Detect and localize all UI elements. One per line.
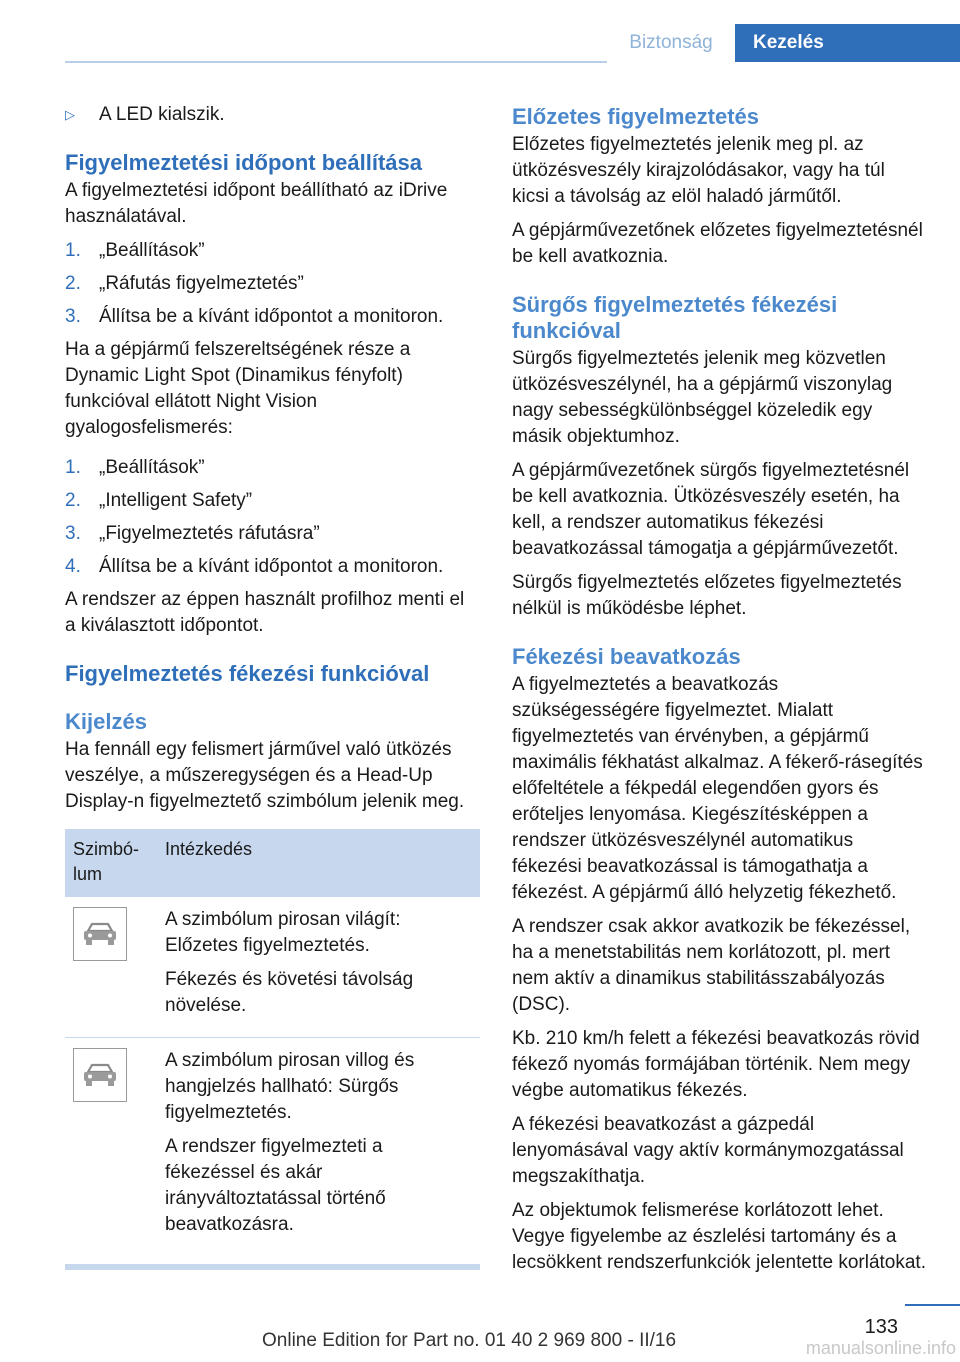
- list-item: [65, 554, 480, 580]
- action-text: A rendszer figyelmezteti a fékezéssel és akár irányváltoztatással történő beavatkozásra.: [165, 1136, 386, 1235]
- paragraph: Előzetes figyelmeztetés jelenik meg pl. az ütközésveszély kirajzolódásakor, vagy ha túl kicsi a távolság az elöl haladó járműtől.: [512, 134, 885, 207]
- paragraph: A figyelmeztetés a beavatkozás szükségességére figyelmeztet. Mialatt figyelmeztetés van érvényben, a gépjármű maximális fékhatást alkalmaz. A fékerő-rásegítés előfeltétele a fékpedál elegendően gyors és erőteljes lenyomása. Kiegészítésképpen a rendszer ütközésveszélynél automatikus fékezési beavatkozással is támogathatja a fékezést. A gépjármű álló helyzetig fékezhető.: [512, 674, 923, 903]
- list-number: 4.: [65, 556, 81, 577]
- heading-brake-warning: Figyelmeztetés fékezési funkcióval: [65, 661, 430, 686]
- action-text: A szimbólum pirosan villog és hangjelzés hallható: Sürgős figyelmeztetés.: [165, 1050, 415, 1123]
- car-warning-icon: [73, 907, 127, 961]
- action-text: A szimbólum pirosan világít: Előzetes figyelmeztetés.: [165, 909, 401, 956]
- paragraph: A gépjárművezetőnek előzetes figyelmeztetésnél be kell avatkoznia.: [512, 220, 923, 267]
- list-text: Állítsa be a kívánt időpontot a monitoron.: [99, 306, 444, 327]
- footer-rule: [905, 1304, 960, 1306]
- list-text: „Intelligent Safety”: [99, 490, 253, 511]
- list-number: 2.: [65, 490, 81, 511]
- list-number: 3.: [65, 523, 81, 544]
- list-item: [65, 238, 480, 264]
- list-item: [65, 488, 480, 514]
- car-warning-icon: [73, 1048, 127, 1102]
- paragraph: A rendszer csak akkor avatkozik be fékezéssel, ha a menetstabilitás nem korlátozott, pl. mert nem aktív a dinamikus stabilitásszabályozás (DSC).: [512, 916, 911, 1015]
- heading-urgent-warning: Sürgős figyelmeztetés fékezési funkcióval: [512, 292, 838, 343]
- paragraph: Ha fennáll egy felismert járművel való ütközés veszélye, a műszeregységen és a Head-Up Display-n figyelmeztető szimbólum jelenik meg.: [65, 739, 465, 812]
- symbol-cell: [65, 897, 157, 1038]
- list-text: „Beállítások”: [99, 240, 205, 261]
- list-item: [65, 304, 480, 330]
- steps-list-1: [65, 238, 480, 330]
- symbol-cell: [65, 1038, 157, 1268]
- page-header: [0, 0, 960, 62]
- list-item: [65, 455, 480, 481]
- right-column: [512, 96, 927, 1284]
- column-header-symbol: Szimbó-lum: [65, 829, 157, 897]
- paragraph: A gépjárművezetőnek sürgős figyelmeztetésnél be kell avatkoznia. Ütközésveszély esetén, ha kell, a rendszer automatikus fékezési beavatkozással támogatja a gépjárművezetőt.: [512, 460, 910, 559]
- list-text: Állítsa be a kívánt időpontot a monitoron.: [99, 556, 444, 577]
- list-item: [65, 521, 480, 547]
- paragraph: A fékezési beavatkozást a gázpedál lenyomásával vagy aktív kormánymozgatással megszakíthatja.: [512, 1114, 904, 1187]
- list-number: 2.: [65, 273, 81, 294]
- edition-note: Online Edition for Part no. 01 40 2 969 800 - II/16: [262, 1330, 677, 1351]
- symbol-table: [65, 829, 480, 1270]
- tab-kezeles[interactable]: Kezelés: [735, 24, 960, 62]
- table-row: [65, 897, 480, 1038]
- page-number: 133: [864, 1316, 898, 1338]
- paragraph: Sürgős figyelmeztetés előzetes figyelmeztetés nélkül is működésbe léphet.: [512, 572, 902, 619]
- tab-biztonsag[interactable]: Biztonság: [629, 32, 713, 53]
- column-header-action: Intézkedés: [157, 829, 480, 897]
- bullet-item: [65, 102, 480, 128]
- heading-brake-intervention: Fékezési beavatkozás: [512, 644, 741, 669]
- list-text: „Beállítások”: [99, 457, 205, 478]
- list-text: „Figyelmeztetés ráfutásra”: [99, 523, 320, 544]
- list-number: 1.: [65, 457, 81, 478]
- action-cell: [157, 1038, 480, 1268]
- left-column: [65, 96, 480, 1270]
- paragraph: A rendszer az éppen használt profilhoz menti el a kiválasztott időpontot.: [65, 589, 465, 636]
- bullet-text: A LED kialszik.: [99, 104, 225, 125]
- paragraph: Kb. 210 km/h felett a fékezési beavatkozás rövid fékező nyomás formájában történik. Nem megy végbe automatikus fékezés.: [512, 1028, 920, 1101]
- list-number: 3.: [65, 306, 81, 327]
- watermark: manualsonline.info: [805, 1338, 956, 1358]
- heading-warning-timing: Figyelmeztetési időpont beállítása: [65, 150, 422, 175]
- table-row: [65, 1038, 480, 1268]
- paragraph: Ha a gépjármű felszereltségének része a Dynamic Light Spot (Dinamikus fényfolt) funkcióval ellátott Night Vision gyalogosfelismerés:: [65, 339, 411, 438]
- table-header-row: [65, 829, 480, 897]
- list-number: 1.: [65, 240, 81, 261]
- paragraph: A figyelmeztetési időpont beállítható az iDrive használatával.: [65, 180, 448, 227]
- paragraph: Az objektumok felismerése korlátozott lehet. Vegye figyelembe az észlelési tartomány és a lecsökkent rendszerfunkciók jelentette korlátokat.: [512, 1200, 926, 1273]
- steps-list-2: [65, 455, 480, 580]
- heading-pre-warning: Előzetes figyelmeztetés: [512, 104, 759, 129]
- heading-display: Kijelzés: [65, 709, 147, 734]
- list-item: [65, 271, 480, 297]
- paragraph: Sürgős figyelmeztetés jelenik meg közvetlen ütközésveszélynél, ha a gépjármű viszonylag nagy sebességkülönbséggel közeledik egy másik objektumhoz.: [512, 348, 893, 447]
- triangle-bullet-icon: ▷: [65, 107, 75, 122]
- header-rule: [65, 61, 607, 63]
- action-text: Fékezés és követési távolság növelése.: [165, 969, 414, 1016]
- list-text: „Ráfutás figyelmeztetés”: [99, 273, 304, 294]
- action-cell: [157, 897, 480, 1038]
